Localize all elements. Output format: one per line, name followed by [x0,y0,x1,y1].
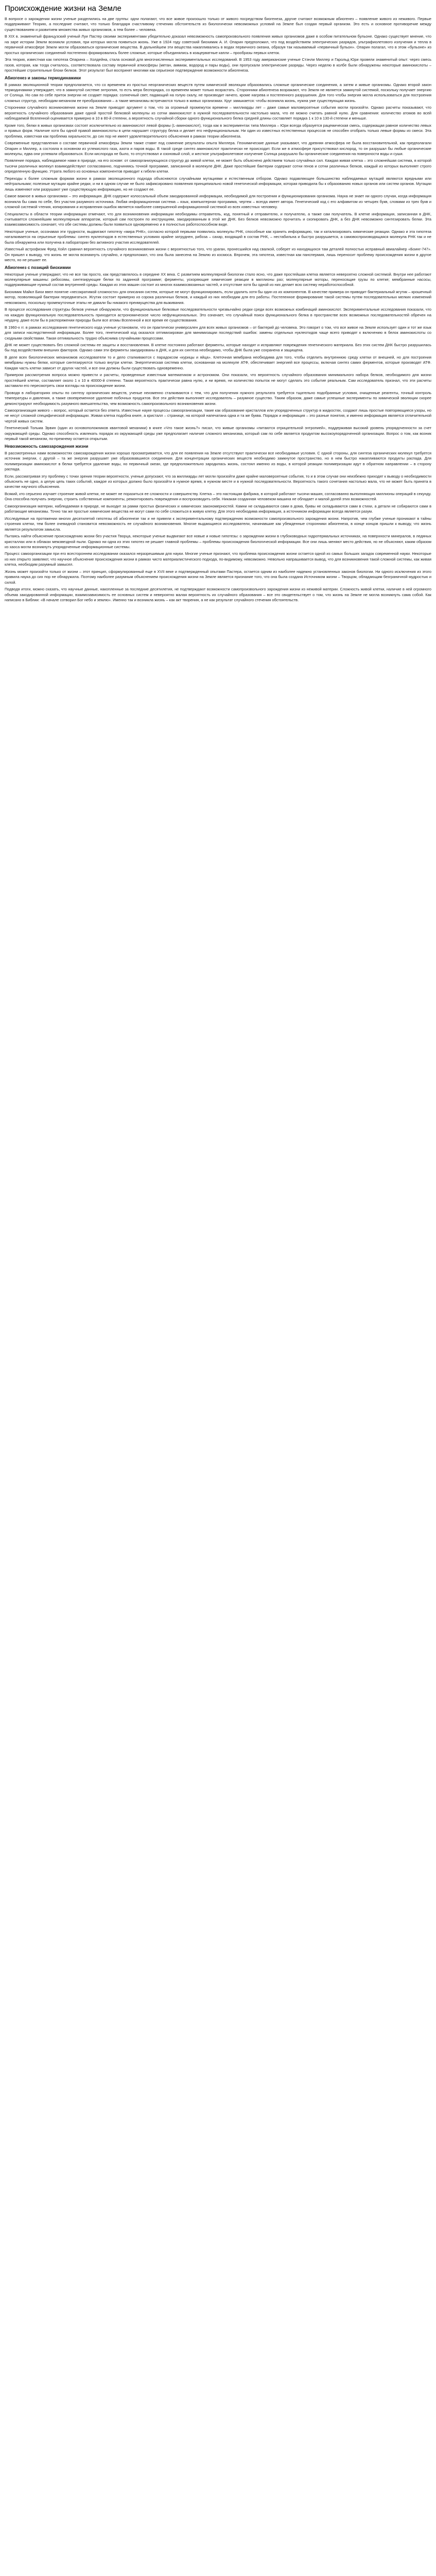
paragraph: Самоорганизация живого – вопрос, который остается без ответа. Известные науке процессы самоорганизации, такие как образование кристаллов или упорядоченных структур в жидкостях, создают лишь простые повторяющиеся узоры, но не несут сложной специфической информации. Живая клетка подобна книге, а кристалл – странице, на которой напечатана одна и та же буква. Порядок и информация – это разные понятия, и именно информация является отличительной чертой живых систем. [5,408,431,423]
paragraph: Самое важное в живых организмах – это информация. ДНК содержит колоссальный объем закодированной информации, необходимой для построения и функционирования организма. Наука не знает ни одного случая, когда информация возникла бы сама по себе, без участия разумного источника. Любая информационная система – язык, компьютерная программа, чертеж – всегда имеет автора. Генетический код с его алфавитом из четырех букв, словами из трех букв и сложной системой чтения, копирования и исправления ошибок является наиболее совершенной информационной системой из всех известных человеку. [5,194,431,210]
paragraph: Сторонники случайного возникновения жизни на Земле приводят аргумент о том, что за огромный промежуток времени – миллиарды лет – даже самые маловероятные события могли произойти. Однако расчеты показывают, что вероятность случайного образования даже одной простой белковой молекулы из сотни аминокислот в нужной последовательности настолько мала, что ее можно считать равной нулю. Для сравнения: количество атомов во всей наблюдаемой Вселенной оценивается примерно в 10 в 80-й степени, а вероятность случайной сборки одного функционального белка средней длины составляет порядка 1 к 10 в 130-й степени и меньше. [5,105,431,121]
paragraph: В деле всех биологических механизмов исследователи то и дело сталкиваются с парадоксом «курицы и яйца». Клеточная мембрана необходима для того, чтобы отделить внутреннюю среду клетки от внешней, но для построения мембраны нужны белки, которые синтезируются только внутри клетки. Энергетическая система клетки, основанная на молекуле АТФ, обеспечивает энергией все процессы, включая синтез самих ферментов, которые производят АТФ. Каждая часть клетки зависит от других частей, и все они должны были существовать одновременно. [5,354,431,370]
section-heading: Невозможность самозарождения жизни [5,444,89,449]
paragraph: Кроме того, белки в живых организмах состоят исключительно из аминокислот левой формы (L-аминокислот), тогда как в экспериментах типа Миллера – Юри всегда образуется рацемическая смесь, содержащая равное количество левых и правых форм. Наличие хотя бы одной правой аминокислоты в цепи нарушает структуру белка и делает его нефункциональным. Ни один из известных естественных процессов не способен отобрать только левые формы из смеси. Эта проблема, известная как проблема хиральности, до сих пор не имеет удовлетворительного объяснения в рамках теории абиогенеза. [5,123,431,139]
paragraph: Самоорганизация материи, наблюдаемая в природе, не выходит за рамки простых физических и химических закономерностей. Камни не складываются сами в дома, буквы не складываются сами в стихи, а детали не собираются сами в работающие механизмы. Точно так же простые химические вещества не могут сами по себе сложиться в живую клетку. Для этого необходима информация, а источником информации всегда является разум. [5,503,431,514]
paragraph: Специалисты в области теории информации отмечают, что для возникновения информации необходимы отправитель, код, понятный и отправителю, и получателю, а также сам получатель. В клетке информация, записанная в ДНК, считывается сложнейшим молекулярным аппаратом, который сам построен по инструкциям, закодированным в этой же ДНК. Без белков невозможно прочитать и скопировать ДНК, а без ДНК невозможно синтезировать белки. Эта взаимозависимость означает, что обе системы должны были появиться одновременно и в полностью работоспособном виде. [5,211,431,227]
paragraph: Современные представления о составе первичной атмосферы Земли также ставят под сомнение результаты опыта Миллера. Геохимические данные указывают, что древняя атмосфера не была восстановительной, как предполагали Опарин и Миллер, а состояла в основном из углекислого газа, азота и паров воды. В такой среде синтез аминокислот практически не происходит. Если же в атмосфере присутствовал кислород, то он разрушал бы любые органические молекулы, едва они успевали образоваться. Если кислорода не было, то отсутствовал и озоновый слой, и жесткое ультрафиолетовое излучение Солнца разрушало бы органические соединения на поверхности воды и суши. [5,141,431,156]
paragraph: Некоторые ученые утверждают, что не все так просто, как представлялось в середине XX века. С развитием молекулярной биологии стало ясно, что даже простейшая клетка является невероятно сложной системой. Внутри нее работают молекулярные машины: рибосомы, синтезирующие белки по заданной программе; ферменты, ускоряющие химические реакции в миллионы раз; молекулярные моторы, переносящие грузы по клетке; мембранные насосы, поддерживающие нужный состав внутренней среды. Каждая из этих машин состоит из многих взаимосвязанных частей, и отсутствие хотя бы одной из них делает всю систему неработоспособной. [5,272,431,287]
paragraph: В XIX в. знаменитый французский ученый Луи Пастер своими экспериментами убедительно доказал невозможность самопроизвольного появления живых организмов даже в особом питательном бульоне. Однако существует мнение, что на заре истории Земли возникли условия, при которых могла появиться жизнь. Уже в 1924 году советский биохимик А. И. Опарин предположил, что под воздействием электрических разрядов, ультрафиолетового излучения и тепла в первичной атмосфере Земли могли образоваться органические вещества. В дальнейшем эти вещества накапливались в водах первичного океана, образуя так называемый «первичный бульон». Опарин полагал, что в этом «бульоне» из простых органических соединений постепенно формировались более сложные, которые объединялись в коацерватные капли – прообразы первых клеток. [5,34,431,55]
paragraph: Генетический Тольма Эрвин (один из основоположников квантовой механики) в книге «Что такое жизнь?» писал, что живые организмы «питаются отрицательной энтропией», поддерживая высокий уровень упорядоченности за счет окружающей среды. Однако способность извлекать порядок из окружающей среды уже предполагает наличие сложного механизма, который сам по себе является продуктом высокоупорядоченной организации. Вопрос о том, как возник первый такой механизм, по-прежнему остается открытым. [5,426,431,442]
paragraph: Переходы к более сложным формам жизни в рамках эволюционного подхода объясняются случайными мутациями и естественным отбором. Однако подавляющее большинство наблюдаемых мутаций являются вредными или нейтральными; полезные мутации крайне редки, и ни в одном случае не было зафиксировано появления принципиально новой генетической информации, которая приводила бы к образованию новых органов или систем органов. Мутации лишь изменяют или разрушают уже существующую информацию, но не создают ее. [5,176,431,192]
section-heading: Абиогенез и законы термодинамики [5,75,81,80]
paragraph: Пытаясь найти объяснение происхождению жизни без участия Творца, некоторые ученые выдвигают все новые и новые гипотезы: о зарождении жизни в глубоководных гидротермальных источниках, на поверхности минералов, в ледяных кристаллах или в облаках межзвездной пыли. Однако ни одна из этих гипотез не решает главной проблемы – проблемы происхождения биологической информации. Все они лишь меняют место действия, но не объясняют, каким образом из хаоса могли возникнуть упорядоченные информационные системы. [5,534,431,549]
paragraph: Проводя в лабораториях опыты по синтезу органических веществ, ученые неизменно сталкиваются с тем, что для получения нужного результата требуется тщательно подобранные условия, очищенные реагенты, точный контроль температуры и давления, а также своевременное удаление побочных продуктов. Все эти действия выполняет исследователь – разумное существо. Таким образом, даже самые успешные эксперименты по химической эволюции скорее демонстрируют необходимость разумного вмешательства, чем возможность самопроизвольного возникновения жизни. [5,390,431,406]
paragraph: ДНК не может существовать без сложной системы ее защиты и восстановления. В клетке постоянно работают ферменты, которые находят и исправляют повреждения генетического материала. Без этих систем ДНК быстро разрушилась бы под воздействием внешних факторов. Однако сами эти ферменты закодированы в ДНК, и для их синтеза необходимо, чтобы ДНК была уже сохранена и защищена. [5,343,431,353]
paragraph: В рассмотренных нами возможностях самозарождения жизни хорошо просматривается, что для ее появления на Земле отсутствуют практически все необходимые условия. С одной стороны, для синтеза органических молекул требуется источник энергии, с другой – та же энергия разрушает уже образовавшиеся соединения. Для концентрации органических веществ необходимо замкнутое пространство, но в нем быстро накапливаются продукты распада. Для полимеризации аминокислот в белки требуется удаление воды, но первичный океан, где предположительно зародилась жизнь, состоял именно из воды, в которой реакции полимеризации идут в обратном направлении – в сторону распада. [5,450,431,472]
paragraph: Известный астрофизик Фред Хойл сравнил вероятность случайного возникновения жизни с вероятностью того, что ураган, пронесшийся над свалкой, соберет из находящихся там деталей полностью исправный авиалайнер «Боинг-747». Он пришел к выводу, что жизнь не могла возникнуть случайно, и предположил, что она была занесена на Землю из космоса. Впрочем, эта гипотеза, известная как панспермия, лишь переносит проблему происхождения жизни в другое место, но не решает ее. [5,247,431,263]
paragraph: В 1960-х гг. в рамках исследования генетического кода ученые установили, что он практически универсален для всех живых организмов – от бактерий до человека. Это говорит о том, что все живое на Земле использует один и тот же язык для записи наследственной информации. Более того, генетический код оказался оптимизирован для минимизации последствий ошибок: замены отдельных нуклеотидов чаще всего приводят к включению в белок аминокислоты со сходными свойствами. Такая оптимальность трудно объяснима случайными процессами. [5,325,431,341]
paragraph: В рамках эволюционной теории предполагается, что со временем из простых неорганических веществ путем химической эволюции образовались сложные органические соединения, а затем и живые организмы. Однако второй закон термодинамики утверждает, что в замкнутой системе энтропия, то есть мера беспорядка, со временем может только возрастать. Сторонники абиогенеза возражают, что Земля не является замкнутой системой, поскольку получает энергию от Солнца. Но сам по себе приток энергии не создает порядка: солнечный свет, падающий на голую скалу, не производит ничего, кроме нагрева и постепенного разрушения. Для того чтобы энергия могла использоваться для построения сложных структур, необходим механизм ее преобразования – а такие механизмы встречаются только в живых организмах. Круг замыкается: чтобы возникла жизнь, нужна уже существующая жизнь. [5,82,431,103]
paragraph: Примером рассмотрения вопроса можно привести и расчеты, проведенные известным математиком и астрономом. Они показали, что вероятность случайного образования минимального набора белков, необходимого для жизни простейшей клетки, составляет около 1 к 10 в 40000-й степени. Такая вероятность практически равна нулю, и ни время, ни количество попыток не могут сделать это событие реальным. Сам исследователь признал, что эти расчеты заставили его пересмотреть свои взгляды на происхождение жизни. [5,372,431,388]
paragraph: Всякий, кто серьезно изучает строение живой клетки, не может не поразиться ее сложности и совершенству. Клетка – это настоящая фабрика, в которой работают тысячи машин, согласованно выполняющих миллионы операций в секунду. Она способна получать энергию, строить собственные компоненты, ремонтировать повреждения и воспроизводить себя. Никакая созданная человеком машина не обладает и малой долей этих возможностей. [5,491,431,502]
page [0,0,436,611]
article-body [5,16,431,603]
paragraph: В процессе исследования структуры белков ученые обнаружили, что функциональные белковые последовательности чрезвычайно редки среди всех возможных комбинаций аминокислот. Экспериментальные исследования показали, что на каждую функциональную последовательность приходится астрономическое число нефункциональных. Это означает, что случайный поиск функционального белка в пространстве всех возможных последовательностей обречен на неудачу, даже если бы в распоряжении природы были все атомы Вселенной и все время ее существования. [5,307,431,323]
paragraph: Подводя итоги, можно сказать, что научные данные, накопленные за последние десятилетия, не подтверждают возможности самопроизвольного зарождения жизни из неживой материи. Сложность живой клетки, наличие в ней огромного объема закодированной информации, взаимозависимость ее основных систем и невероятно малая вероятность их случайного образования – все это свидетельствует о том, что жизнь на Земле не могла возникнуть сама собой. Как написано в Библии: «В начале сотворил Бог небо и землю». Именно так и возникла жизнь – как акт творения, а не как результат случайного стечения обстоятельств. [5,587,431,603]
paragraph: Появление порядка, наблюдаемое нами в природе, на его основе: от самоорганизующихся структур до живой клетки, не может быть объяснено действием только случайных сил. Каждая живая клетка – это сложнейшая система, в которой тысячи различных молекул взаимодействуют согласованно, подчиняясь точной программе, записанной в молекуле ДНК. Даже простейшие бактерии содержат сотни генов и сотни различных белков, каждый из которых выполняет строго определенную функцию. Утрата любого из основных компонентов приводит к гибели клетки. [5,158,431,174]
paragraph: Процесс самоорганизации при его всестороннем исследовании оказался неразрешимым для науки. Многие ученые признают, что проблема происхождения жизни остается одной из самых больших загадок современной науки. Некоторые из них открыто заявляют, что научное объяснение происхождения жизни в рамках чисто материалистического подхода, по-видимому, невозможно. Невольно напрашивается вывод, что для возникновения такой сложной системы, как живая клетка, необходим разумный замысел. [5,551,431,567]
paragraph: Если, рассматривая эту проблему с точки зрения теории вероятности, ученые допускают, что за миллиарды лет могли произойти даже крайне маловероятные события, то и в этом случае они неизбежно приходят к выводу о необходимости объяснить не одно, а целую цепь таких событий, каждое из которых должно было произойти в нужное время, в нужном месте и в нужной последовательности. Вероятность такого сочетания настолько мала, что не может быть принята в качестве научного объяснения. [5,473,431,489]
paragraph: В вопросе о зарождении жизни ученые разделились на две группы: одни полагают, что все живое произошло только от живого посредством биогенеза, другие считают возможным абиогенез – появление живого из неживого. Первые поддерживают Теорию, а последние считают, что только благодаря счастливому стечению обстоятельств из биологически невозможных условий на Земле был создан первый организм. Это есть и основное противоречие между существованием и развитием множества живых организмов, а тем более – человека. [5,16,431,32]
paragraph: Исследуемые на протяжении многих десятилетий гипотезы об абиогенезе так и не привели к экспериментальному подтверждению возможности самопроизвольного зарождения жизни. Напротив, чем глубже ученые проникают в тайны строения клетки, тем более очевидной становится невозможность ее случайного возникновения. Многие выдающиеся исследователи, начинавшие как убежденные сторонники абиогенеза, в конце концов пришли к выводу, что жизнь является результатом замысла. [5,516,431,532]
paragraph: Биохимик Майкл Бихи ввел понятие «несократимой сложности» для описания систем, которые не могут функционировать, если удалить хотя бы один из их компонентов. В качестве примера он приводит бактериальный жгутик – крошечный мотор, позволяющий бактерии передвигаться. Жгутик состоит примерно из сорока различных белков, и каждый из них необходим для его работы. Постепенное формирование такой системы путем последовательных мелких изменений невозможно, поскольку промежуточные этапы не давали бы никакого преимущества для выживания. [5,289,431,305]
paragraph: Некоторые ученые, осознавая эти трудности, выдвигают гипотезу «мира РНК», согласно которой первыми появились молекулы РНК, способные как хранить информацию, так и катализировать химические реакции. Однако и эта гипотеза наталкивается на серьезные проблемы: синтез нуклеотидов в естественных условиях крайне затруднен, рибоза – сахар, входящий в состав РНК, – нестабильна и быстро разрушается, а самовоспроизводящаяся молекула РНК так и не была обнаружена или получена в лаборатории без активного участия исследователей. [5,229,431,245]
article-title: Происхождение жизни на Земле [5,4,121,13]
paragraph: Эта теория, известная как гипотеза Опарина – Холдейна, стала основой для многочисленных экспериментальных исследований. В 1953 году американские ученые Стэнли Миллер и Гарольд Юри провели знаменитый опыт: через смесь газов, которая, как тогда считалось, соответствовала составу первичной атмосферы (метан, аммиак, водород и пары воды), они пропускали электрические разряды. Через неделю в колбе были обнаружены некоторые аминокислоты – простейшие строительные блоки белков. Этот результат был воспринят многими как серьезное подтверждение возможности абиогенеза. [5,57,431,73]
paragraph: Жизнь может произойти только от жизни – этот принцип, сформулированный еще в XVII веке и подтвержденный опытами Пастера, остается одним из наиболее надежно установленных законов биологии. Ни одного исключения из этого правила наука до сих пор не обнаружила. Поэтому наиболее разумным объяснением происхождения жизни на Земле является признание того, что она была создана Источником жизни – Творцом, обладающим безграничной мудростью и силой. [5,569,431,585]
section-heading: Абиогенез с позиций биохимии [5,265,71,270]
